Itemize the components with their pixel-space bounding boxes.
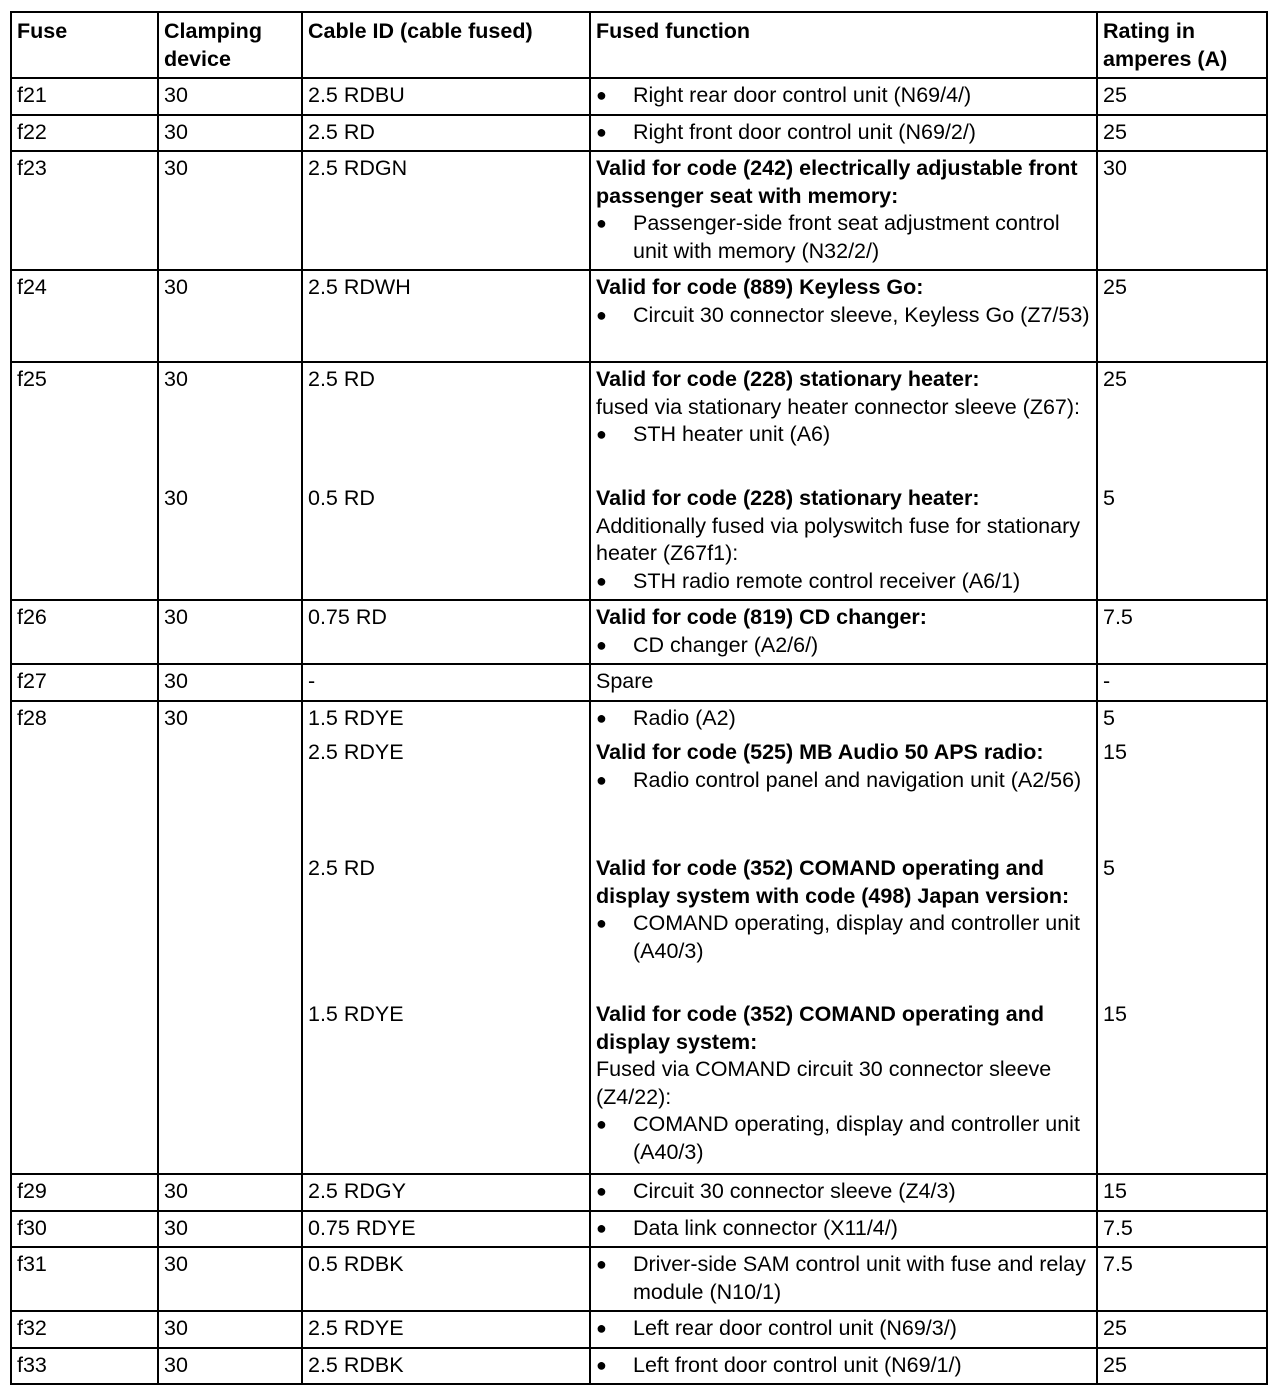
rating-cell: 25 [1097,115,1267,152]
cable-cell: 2.5 RD [302,852,590,998]
bullet-text: Left front door control unit (N69/1/) [633,1352,962,1377]
fuse-cell: f25 [11,362,158,482]
fuse-cell: f27 [11,664,158,701]
table-row [11,998,1267,1174]
table-row [11,852,1267,998]
bullet-item [596,568,1091,596]
clamping-cell: 30 [158,1247,302,1311]
table-row [11,482,1267,600]
rating-cell: 30 [1097,151,1267,270]
function-note: Additionally fused via polyswitch fuse for stationary heater (Z67f1): [596,513,1080,565]
bullet-text: STH radio remote control receiver (A6/1) [633,568,1021,593]
rating-cell: - [1097,664,1267,701]
validity-heading: Valid for code (228) stationary heater: [596,367,980,391]
bullet-item [596,1315,1091,1343]
fuse-cell: f28 [11,701,158,737]
table-row [11,1211,1267,1248]
cable-cell: 2.5 RDYE [302,1311,590,1348]
function-cell [590,270,1097,362]
table-row [11,736,1267,852]
bullet-item [596,1352,1091,1380]
fuse-table [10,11,1268,1385]
bullet-item [596,210,1091,265]
function-cell [590,1348,1097,1385]
rating-cell: 15 [1097,998,1267,1174]
bullet-icon: ● [596,707,607,728]
rating-cell: 7.5 [1097,600,1267,664]
clamping-cell: 30 [158,1348,302,1385]
bullet-text: Radio control panel and navigation unit (A2/56) [633,767,1082,792]
cable-cell: 1.5 RDYE [302,701,590,737]
clamping-cell: 30 [158,270,302,362]
validity-heading: Valid for code (228) stationary heater: [596,486,980,510]
fuse-cell: f26 [11,600,158,664]
header-clamping-device: Clamping device [158,12,302,78]
cable-cell: 2.5 RDBU [302,78,590,115]
cable-cell: 1.5 RDYE [302,998,590,1174]
function-note: Spare [596,669,654,693]
function-cell [590,664,1097,701]
bullet-icon: ● [596,1181,607,1201]
rating-cell: 25 [1097,362,1267,482]
fuse-cell: f23 [11,151,158,270]
bullet-text: COMAND operating, display and controller unit (A40/3) [633,911,1080,963]
validity-heading: Valid for code (819) CD changer: [596,605,927,629]
bullet-item [596,767,1091,795]
cable-cell: 2.5 RDYE [302,736,590,852]
clamping-cell: 30 [158,78,302,115]
bullet-text: Passenger-side front seat adjustment control unit with memory (N32/2/) [633,211,1060,263]
table-row [11,362,1267,482]
function-cell [590,1211,1097,1248]
rating-cell: 25 [1097,1311,1267,1348]
table-row [11,151,1267,270]
function-note: fused via stationary heater connector sleeve (Z67): [596,394,1081,419]
cable-cell: 2.5 RD [302,362,590,482]
bullet-text: Right front door control unit (N69/2/) [633,119,976,144]
cable-cell: 2.5 RDWH [302,270,590,362]
bullet-text: Circuit 30 connector sleeve (Z4/3) [633,1179,956,1203]
function-cell [590,115,1097,152]
function-cell [590,852,1097,998]
validity-heading: Valid for code (352) COMAND operating and display system with code (498) Japan version: [596,856,1070,908]
function-note: Fused via COMAND circuit 30 connector sleeve (Z4/22): [596,1057,1052,1109]
fuse-cell [11,998,158,1174]
function-cell [590,701,1097,737]
cable-cell: 0.75 RDYE [302,1211,590,1248]
table-row [11,1174,1267,1211]
table-row [11,600,1267,664]
bullet-item [596,1251,1091,1306]
bullet-icon: ● [596,85,607,105]
bullet-text: Data link connector (X11/4/) [633,1215,898,1240]
rating-cell: 5 [1097,701,1267,737]
table-row [11,701,1267,737]
rating-cell: 7.5 [1097,1247,1267,1311]
rating-cell: 5 [1097,482,1267,600]
bullet-icon: ● [596,1318,607,1338]
fuse-cell: f21 [11,78,158,115]
function-cell [590,362,1097,482]
table-row [11,1247,1267,1311]
header-cable-id: Cable ID (cable fused) [302,12,590,78]
function-cell [590,600,1097,664]
header-fuse: Fuse [11,12,158,78]
bullet-icon: ● [596,913,607,933]
clamping-cell: 30 [158,1174,302,1211]
function-cell [590,482,1097,600]
fuse-cell: f24 [11,270,158,362]
function-cell [590,1311,1097,1348]
table-row [11,115,1267,152]
cable-cell: 0.75 RD [302,600,590,664]
header-fused-function: Fused function [590,12,1097,78]
bullet-icon: ● [596,1254,607,1274]
bullet-item [596,302,1091,330]
validity-heading: Valid for code (889) Keyless Go: [596,275,924,299]
bullet-text: STH heater unit (A6) [633,422,831,446]
function-cell [590,998,1097,1174]
clamping-cell: 30 [158,482,302,600]
bullet-item [596,82,1091,110]
bullet-item [596,119,1091,147]
bullet-item [596,705,1091,733]
cable-cell: - [302,664,590,701]
bullet-icon: ● [596,634,607,655]
cable-cell: 2.5 RDBK [302,1348,590,1385]
function-cell [590,1247,1097,1311]
rating-cell: 7.5 [1097,1211,1267,1248]
validity-heading: Valid for code (352) COMAND operating and display system: [596,1002,1044,1054]
rating-cell: 25 [1097,78,1267,115]
cable-cell: 2.5 RDGY [302,1174,590,1211]
bullet-icon: ● [596,1217,607,1238]
bullet-text: COMAND operating, display and controller unit (A40/3) [633,1112,1080,1164]
bullet-item [596,632,1091,660]
bullet-item [596,1215,1091,1243]
bullet-icon: ● [596,570,607,591]
fuse-cell: f29 [11,1174,158,1211]
bullet-text: CD changer (A2/6/) [633,632,819,657]
rating-cell: 25 [1097,1348,1267,1385]
fuse-cell: f22 [11,115,158,152]
rating-cell: 15 [1097,1174,1267,1211]
bullet-icon: ● [596,769,607,790]
fuse-cell: f32 [11,1311,158,1348]
fuse-cell: f31 [11,1247,158,1311]
clamping-cell: 30 [158,664,302,701]
function-cell [590,151,1097,270]
table-row [11,270,1267,362]
function-cell [590,736,1097,852]
bullet-icon: ● [596,424,607,444]
clamping-cell [158,852,302,998]
bullet-icon: ● [596,1354,607,1375]
fuse-cell: f33 [11,1348,158,1385]
bullet-icon: ● [596,121,607,142]
bullet-text: Driver-side SAM control unit with fuse and relay module (N10/1) [633,1252,1086,1304]
bullet-item [596,1178,1091,1206]
rating-cell: 25 [1097,270,1267,362]
clamping-cell: 30 [158,600,302,664]
bullet-text: Left rear door control unit (N69/3/) [633,1316,957,1340]
clamping-cell: 30 [158,115,302,152]
cable-cell: 2.5 RDGN [302,151,590,270]
clamping-cell: 30 [158,362,302,482]
bullet-item [596,910,1091,965]
fuse-cell [11,736,158,852]
function-cell [590,78,1097,115]
header-row [11,12,1267,78]
fuse-cell [11,482,158,600]
rating-cell: 15 [1097,736,1267,852]
table-row [11,664,1267,701]
cable-cell: 2.5 RD [302,115,590,152]
table-row [11,78,1267,115]
bullet-icon: ● [596,1114,607,1134]
bullet-item [596,421,1091,449]
validity-heading: Valid for code (525) MB Audio 50 APS radio: [596,740,1044,764]
rating-cell: 5 [1097,852,1267,998]
table-row [11,1311,1267,1348]
fuse-cell [11,852,158,998]
bullet-icon: ● [596,304,607,325]
validity-heading: Valid for code (242) electrically adjustable front passenger seat with memory: [596,156,1078,208]
clamping-cell: 30 [158,1311,302,1348]
bullet-text: Right rear door control unit (N69/4/) [633,83,972,107]
cable-cell: 0.5 RDBK [302,1247,590,1311]
bullet-item [596,1111,1091,1166]
bullet-icon: ● [596,213,607,233]
cable-cell: 0.5 RD [302,482,590,600]
clamping-cell: 30 [158,701,302,737]
bullet-text: Circuit 30 connector sleeve, Keyless Go (Z7/53) [633,302,1090,327]
header-rating: Rating in amperes (A) [1097,12,1267,78]
fuse-cell: f30 [11,1211,158,1248]
clamping-cell: 30 [158,151,302,270]
clamping-cell [158,736,302,852]
clamping-cell [158,998,302,1174]
bullet-text: Radio (A2) [633,705,736,730]
clamping-cell: 30 [158,1211,302,1248]
table-row [11,1348,1267,1385]
function-cell [590,1174,1097,1211]
